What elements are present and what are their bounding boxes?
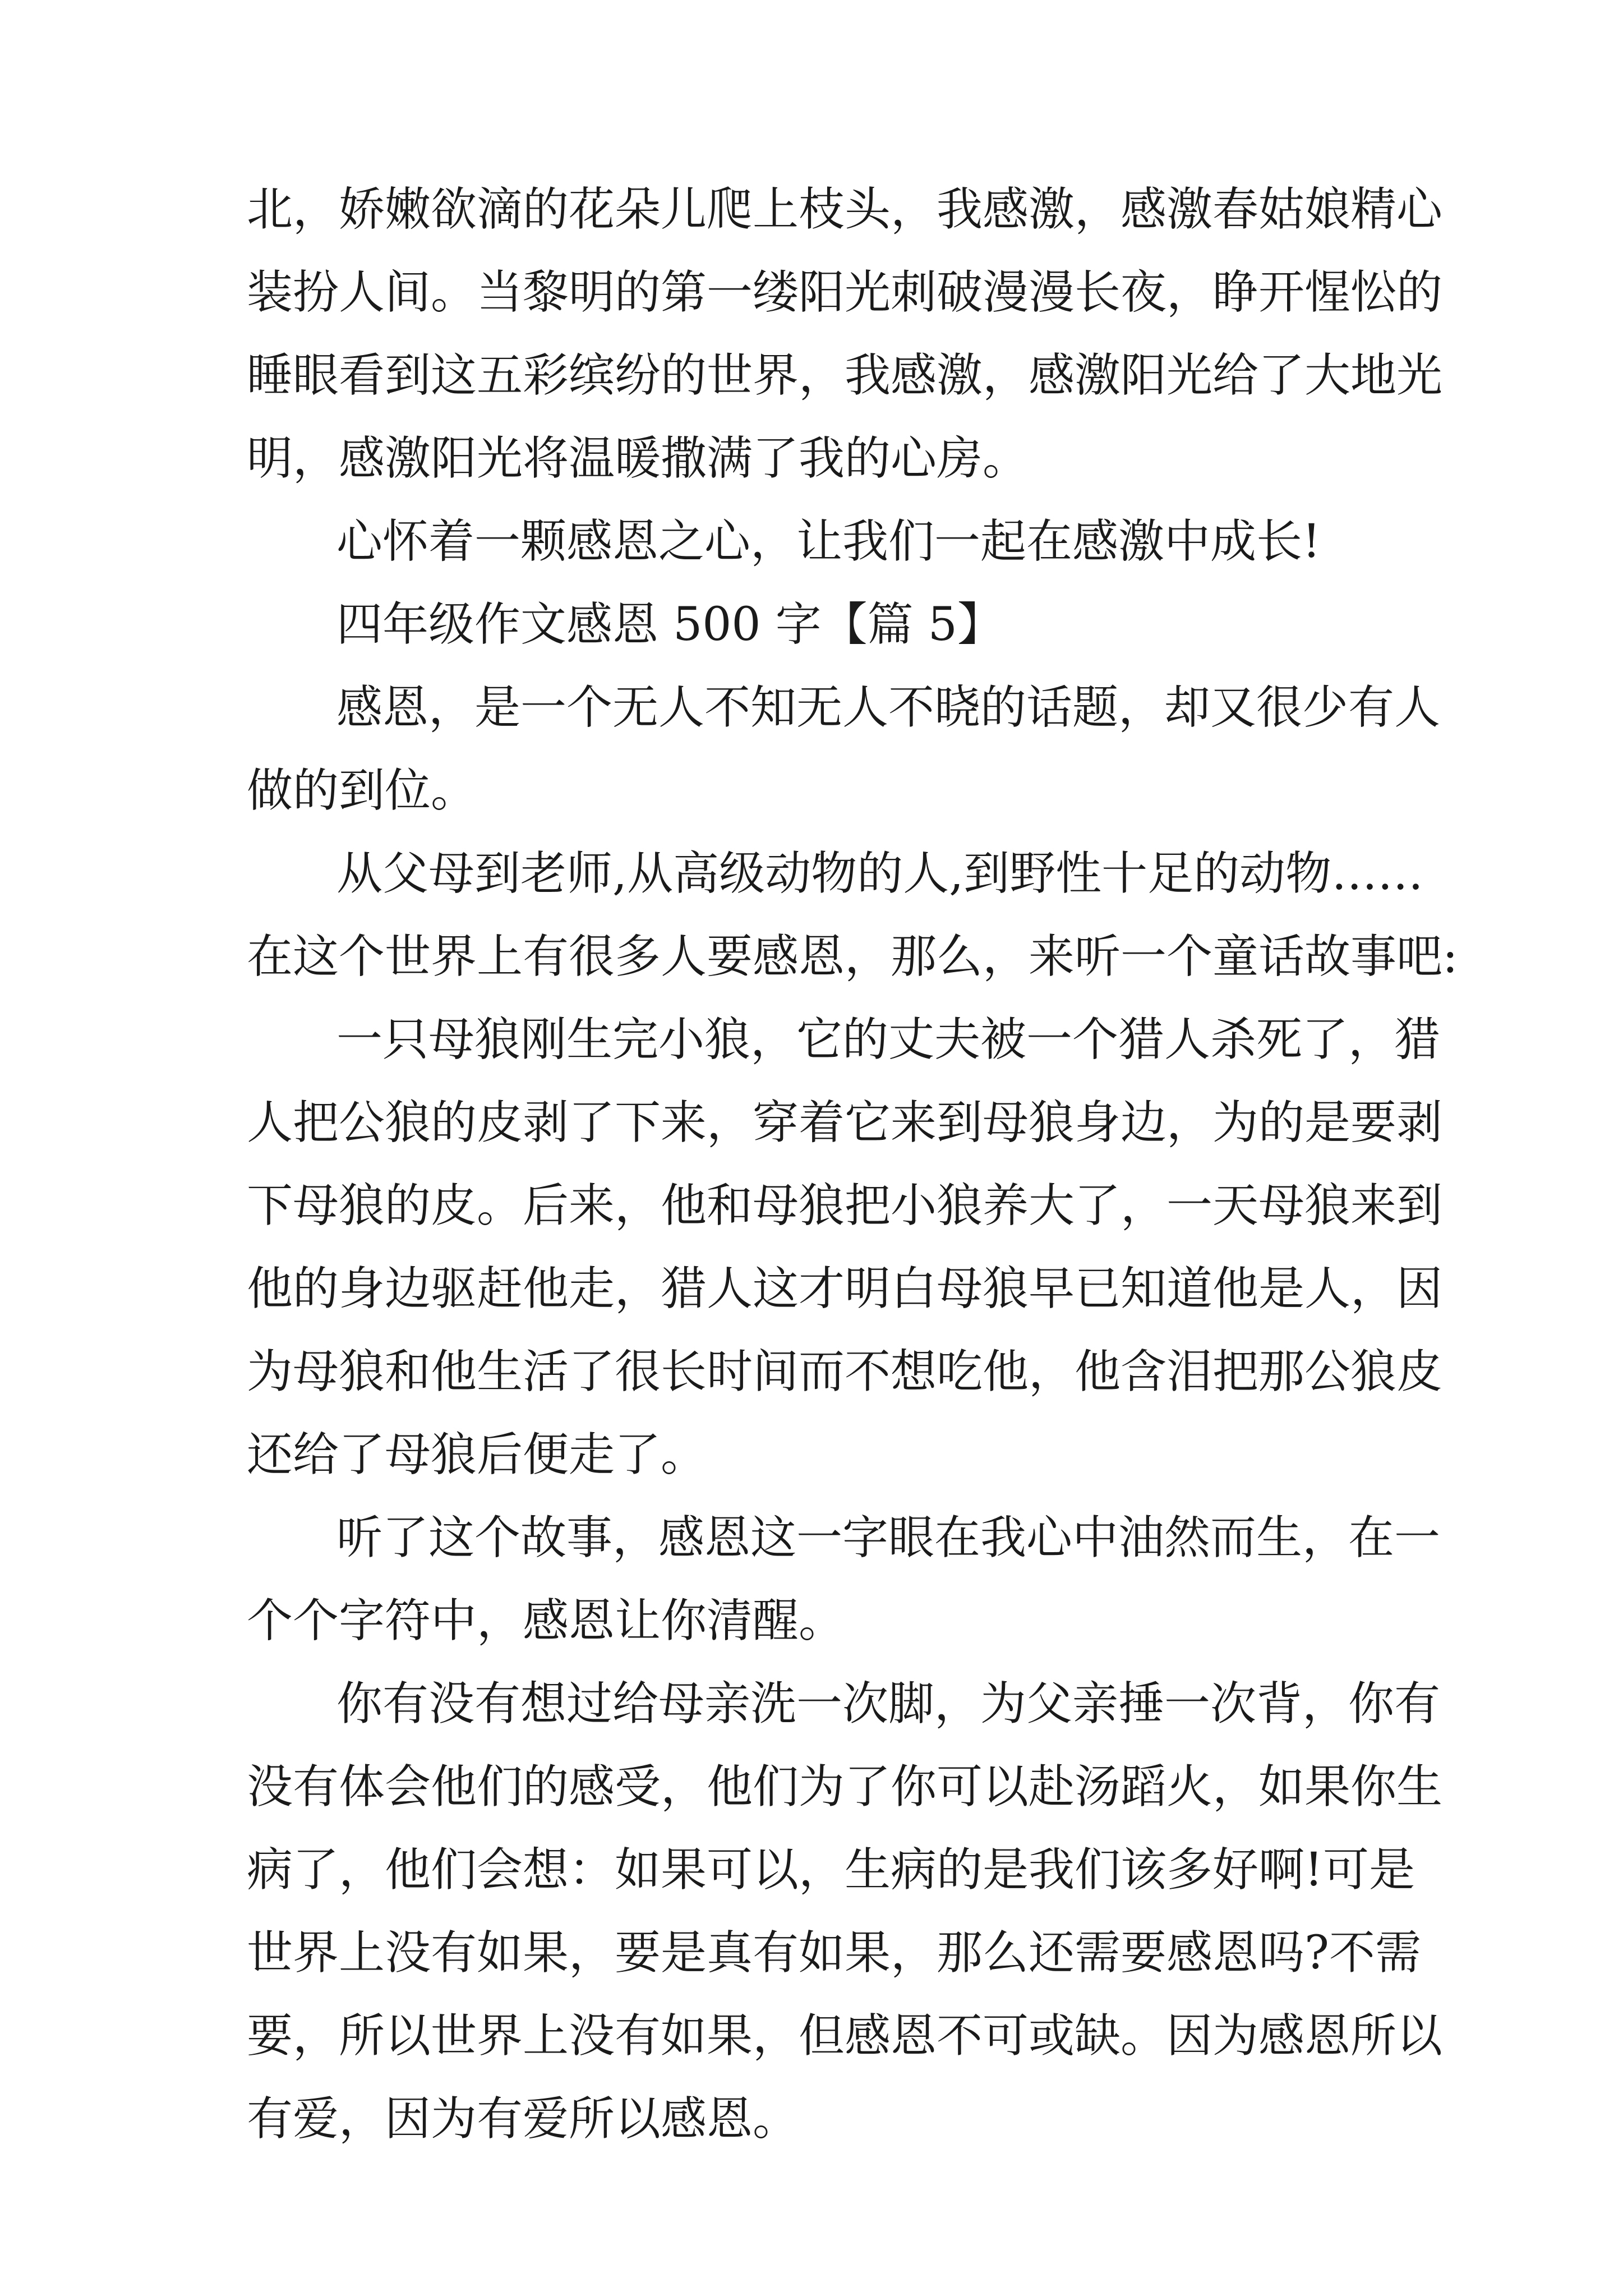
text-line: 你有没有想过给母亲洗一次脚，为父亲捶一次背，你有 [336,1677,1441,1731]
text-line: 有爱，因为有爱所以感恩。 [247,2092,799,2146]
text-line: 个个字符中，感恩让你清醒。 [247,1594,845,1648]
text-line: 明，感激阳光将温暖撒满了我的心房。 [247,432,1029,485]
text-line: 感恩，是一个无人不知无人不晓的话题，却又很少有人 [336,681,1441,734]
text-line: 没有体会他们的感受，他们为了你可以赴汤蹈火，如果你生 [247,1760,1443,1814]
text-line: 要，所以世界上没有如果，但感恩不可或缺。因为感恩所以 [247,2009,1443,2063]
section-heading: 四年级作文感恩 500 字【篇 5】 [336,598,1003,651]
text-line: 装扮人间。当黎明的第一缕阳光刺破漫漫长夜，睁开惺忪的 [247,266,1443,319]
text-line: 还给了母狼后便走了。 [247,1428,707,1481]
text-line: 在这个世界上有很多人要感恩，那么，来听一个童话故事吧: [247,930,1458,983]
text-line: 北，娇嫩欲滴的花朵儿爬上枝头，我感激，感激春姑娘精心 [247,183,1443,236]
text-line: 人把公狼的皮剥了下来，穿着它来到母狼身边，为的是要剥 [247,1096,1443,1149]
text-line: 从父母到老师,从高级动物的人,到野性十足的动物…… [336,847,1424,900]
text-line: 心怀着一颗感恩之心，让我们一起在感激中成长! [336,515,1321,568]
text-line: 一只母狼刚生完小狼，它的丈夫被一个猎人杀死了，猎 [336,1013,1441,1066]
text-line: 世界上没有如果，要是真有如果，那么还需要感恩吗?不需 [247,1926,1421,1980]
text-line: 睡眼看到这五彩缤纷的世界，我感激，感激阳光给了大地光 [247,349,1443,402]
text-line: 下母狼的皮。后来，他和母狼把小狼养大了，一天母狼来到 [247,1179,1443,1232]
text-line: 为母狼和他生活了很长时间而不想吃他，他含泪把那公狼皮 [247,1345,1443,1398]
text-line: 听了这个故事，感恩这一字眼在我心中油然而生，在一 [336,1511,1441,1565]
text-line: 做的到位。 [247,764,477,817]
text-line: 他的身边驱赶他走，猎人这才明白母狼早已知道他是人，因 [247,1262,1443,1315]
text-line: 病了，他们会想：如果可以，生病的是我们该多好啊!可是 [247,1843,1415,1897]
